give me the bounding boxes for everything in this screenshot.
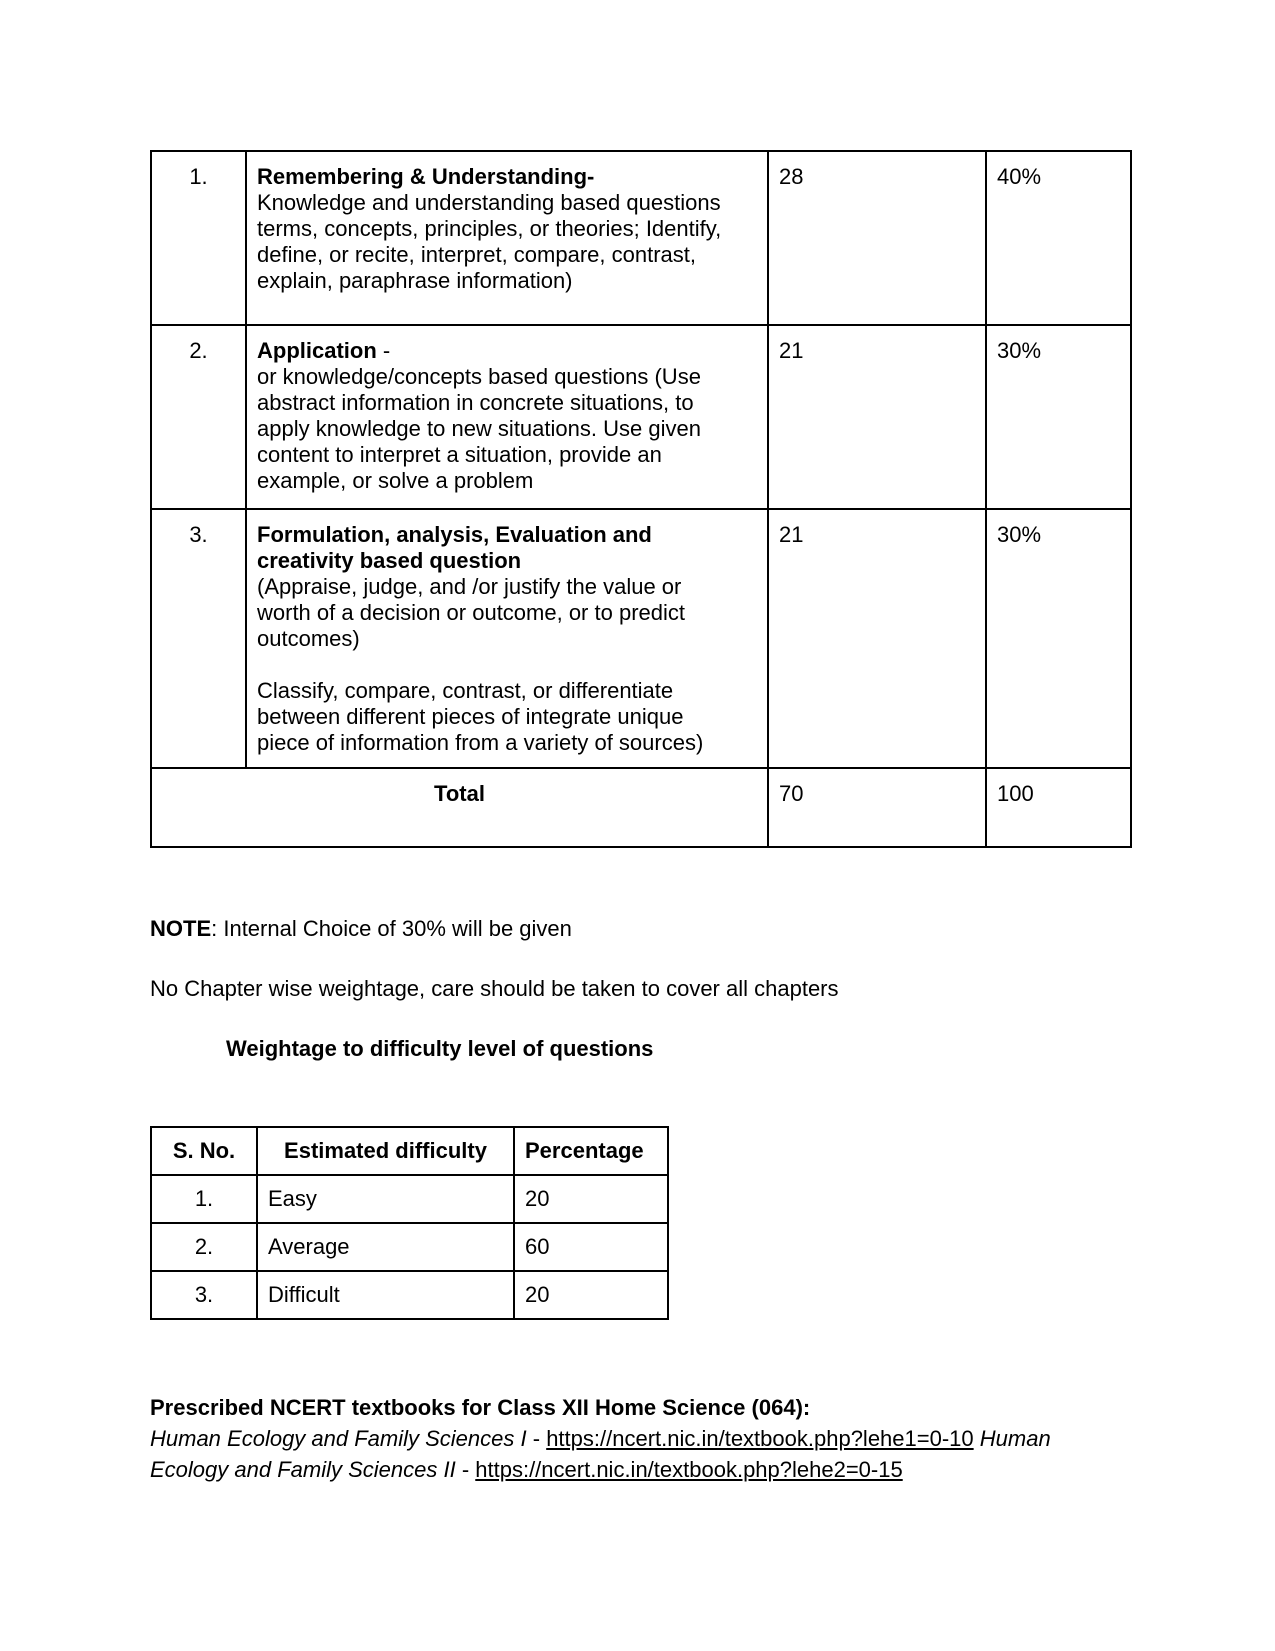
competency-title: Formulation, analysis, Evaluation and (257, 522, 652, 547)
total-percent: 100 (986, 768, 1131, 847)
chapter-weightage-note: No Chapter wise weightage, care should be taken to cover all chapters (150, 976, 839, 1001)
textbooks-title: Prescribed NCERT textbooks for Class XII Home Science (064): (150, 1395, 811, 1420)
competency-cell (246, 151, 768, 325)
competency-desc-line: Classify, compare, contrast, or differentiate (257, 678, 674, 703)
competency-desc-line: explain, paraphrase information) (257, 268, 573, 293)
table-row (151, 151, 1131, 325)
table-row (151, 1223, 668, 1271)
percent-cell: 40% (986, 151, 1131, 325)
note-label: NOTE (150, 916, 212, 941)
row-number: 3. (151, 1271, 257, 1319)
competency-desc-line: piece of information from a variety of sources) (257, 730, 704, 755)
difficulty-cell: Easy (257, 1175, 514, 1223)
competency-title: creativity based question (257, 548, 522, 573)
column-header: S. No. (151, 1127, 257, 1175)
marks-cell: 28 (768, 151, 986, 325)
total-label: Total (151, 768, 768, 847)
column-header: Estimated difficulty (257, 1127, 514, 1175)
competency-desc-line: example, or solve a problem (257, 468, 534, 493)
row-number: 1. (151, 151, 246, 325)
row-number: 1. (151, 1175, 257, 1223)
percentage-cell: 20 (514, 1271, 668, 1319)
difficulty-table (150, 1126, 669, 1320)
competency-desc-line: define, or recite, interpret, compare, contrast, (257, 242, 696, 267)
column-header: Percentage (514, 1127, 668, 1175)
table-row (151, 1175, 668, 1223)
table-row (151, 325, 1131, 509)
book2-link[interactable]: https://ncert.nic.in/textbook.php?lehe2=0-15 (475, 1457, 903, 1482)
separator: - (455, 1457, 476, 1482)
separator: - (526, 1426, 547, 1451)
internal-choice-note (150, 916, 572, 942)
row-number: 3. (151, 509, 246, 768)
competency-desc-line: or knowledge/concepts based questions (Use (257, 364, 701, 389)
difficulty-heading: Weightage to difficulty level of questions (226, 1036, 654, 1061)
weightage-table (150, 150, 1132, 848)
difficulty-cell: Difficult (257, 1271, 514, 1319)
marks-cell: 21 (768, 325, 986, 509)
competency-title-suffix: - (376, 338, 391, 363)
competency-title: Remembering & Understanding- (257, 164, 595, 189)
total-row (151, 768, 1131, 847)
row-number: 2. (151, 1223, 257, 1271)
difficulty-cell: Average (257, 1223, 514, 1271)
book-title: Human (979, 1426, 1051, 1451)
competency-desc-line: outcomes) (257, 626, 360, 651)
table-header-row (151, 1127, 668, 1175)
percentage-cell: 60 (514, 1223, 668, 1271)
textbooks-section (150, 1392, 1130, 1485)
competency-title: Application (257, 338, 377, 363)
row-number: 2. (151, 325, 246, 509)
total-marks: 70 (768, 768, 986, 847)
table-row (151, 1271, 668, 1319)
percent-cell: 30% (986, 509, 1131, 768)
book-title: Human Ecology and Family Sciences I (150, 1426, 527, 1451)
percent-cell: 30% (986, 325, 1131, 509)
competency-desc-line: apply knowledge to new situations. Use given (257, 416, 701, 441)
competency-desc-line: (Appraise, judge, and /or justify the value or (257, 574, 682, 599)
competency-cell (246, 509, 768, 768)
competency-desc-line: between different pieces of integrate unique (257, 704, 684, 729)
competency-cell (246, 325, 768, 509)
table-row (151, 509, 1131, 768)
competency-desc-line: worth of a decision or outcome, or to predict (257, 600, 685, 625)
percentage-cell: 20 (514, 1175, 668, 1223)
competency-desc-line: content to interpret a situation, provide an (257, 442, 662, 467)
marks-cell: 21 (768, 509, 986, 768)
competency-desc-line: terms, concepts, principles, or theories; Identify, (257, 216, 722, 241)
competency-desc-line: abstract information in concrete situations, to (257, 390, 694, 415)
book-title: Ecology and Family Sciences II (150, 1457, 456, 1482)
competency-desc-line: Knowledge and understanding based questions (257, 190, 721, 215)
note-text: : Internal Choice of 30% will be given (211, 916, 572, 941)
book1-link[interactable]: https://ncert.nic.in/textbook.php?lehe1=0-10 (546, 1426, 974, 1451)
